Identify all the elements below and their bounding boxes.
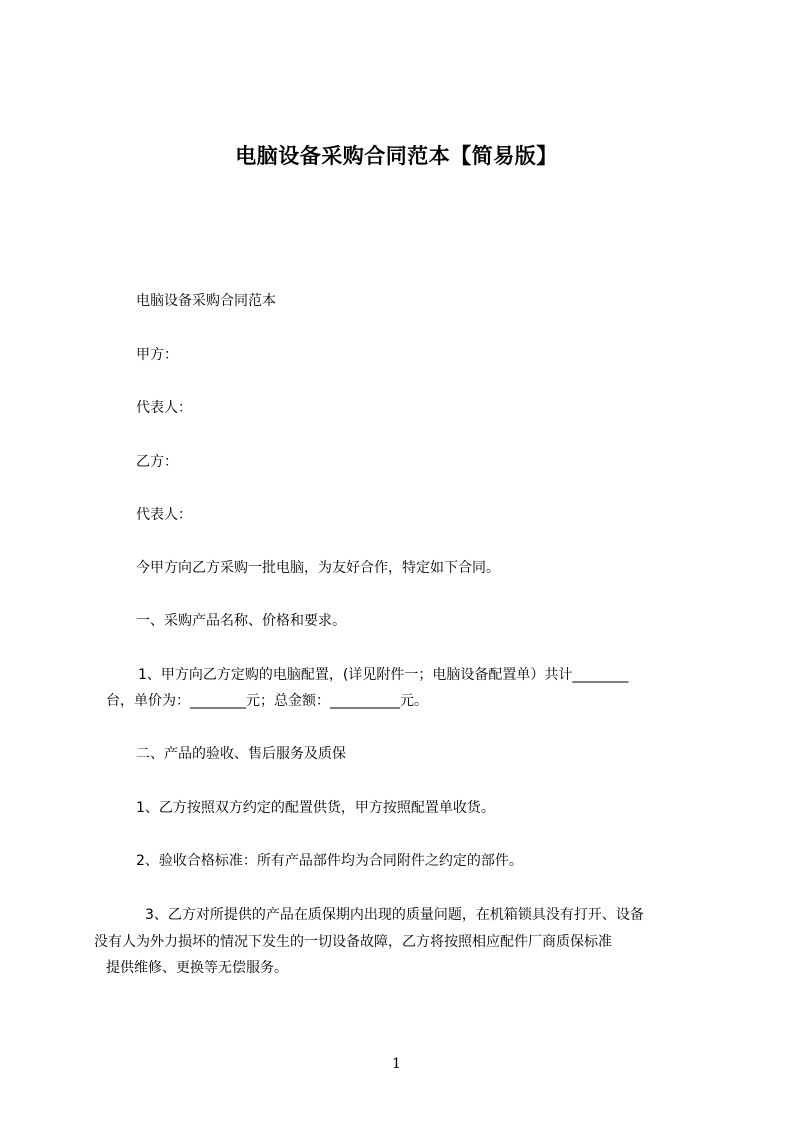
item-2-3-line-1: 3、乙方对所提供的产品在质保期内出现的质量问题，在机箱锁具没有打开、设备 <box>145 907 644 923</box>
party-b-label: 乙方： <box>136 454 178 470</box>
intro-paragraph: 今甲方向乙方采购一批电脑，为友好合作，特定如下合同。 <box>136 560 500 576</box>
item-1-line-1: 1、甲方向乙方定购的电脑配置，(详见附件一；电脑设备配置单）共计________ <box>138 667 629 683</box>
section-1-heading: 一、采购产品名称、价格和要求。 <box>136 613 346 629</box>
document-title: 电脑设备采购合同范本【简易版】 <box>235 144 558 168</box>
party-a-representative-label: 代表人： <box>136 400 192 416</box>
section-2-heading: 二、产品的验收、售后服务及质保 <box>136 746 346 762</box>
party-b-representative-label: 代表人： <box>136 507 192 523</box>
item-2-3-line-2: 没有人为外力损坏的情况下发生的一切设备故障，乙方将按照相应配件厂商质保标准 <box>94 934 612 950</box>
item-2-2-paragraph: 2、验收合格标准：所有产品部件均为合同附件之约定的部件。 <box>136 853 523 869</box>
item-2-1-paragraph: 1、乙方按照双方约定的配置供货，甲方按照配置单收货。 <box>136 800 495 816</box>
item-1-line-2: 台，单价为：________元；总金额：__________元。 <box>106 693 428 709</box>
item-2-3-line-3: 提供维修、更换等无偿服务。 <box>106 960 288 976</box>
contract-heading: 电脑设备采购合同范本 <box>136 293 276 309</box>
party-a-label: 甲方： <box>136 347 178 363</box>
page-number: 1 <box>392 1056 401 1072</box>
